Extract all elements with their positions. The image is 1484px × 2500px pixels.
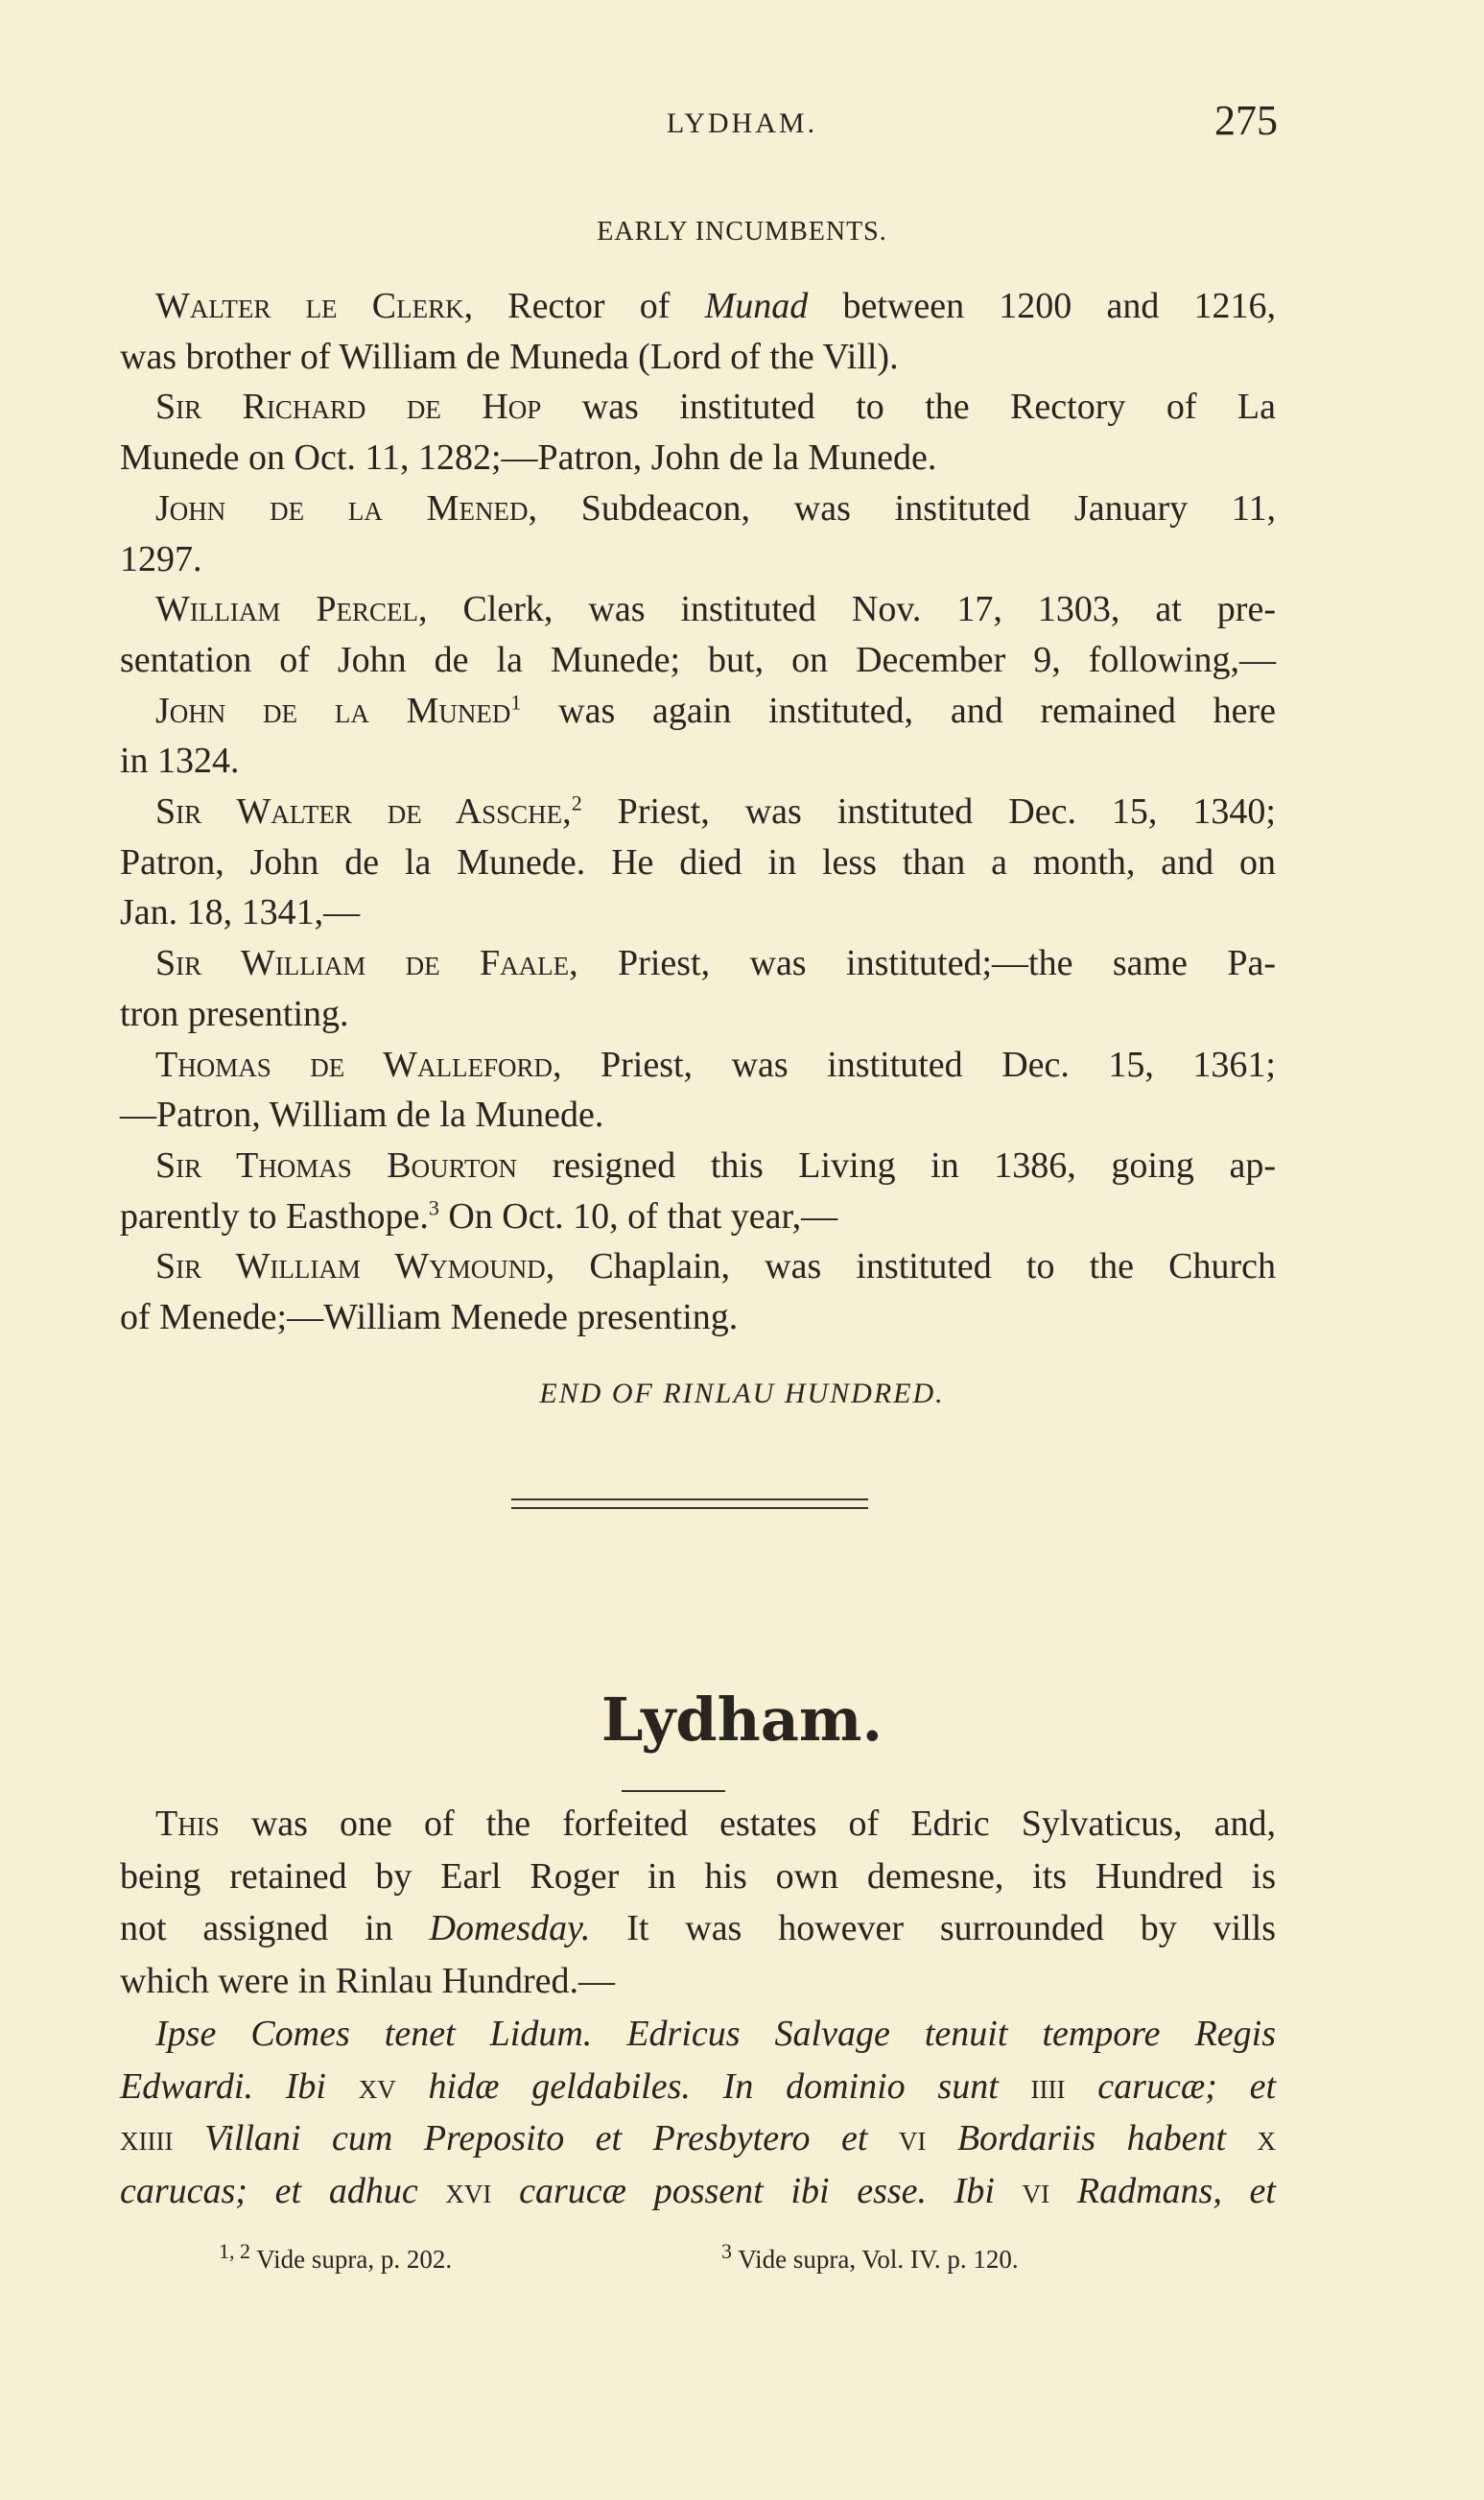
text-run: Patron, John de la Munede. He died in less than a month, and on <box>120 841 1276 883</box>
text-run: not assigned in <box>120 1908 430 1949</box>
text-line <box>120 1960 1276 2002</box>
text-run: between 1200 and 1216, <box>808 286 1277 326</box>
footnote <box>219 2239 453 2275</box>
text-line <box>155 1044 1276 1086</box>
section-title: Lydham. <box>601 1685 883 1755</box>
text-run: Clerk, was instituted Nov. 17, 1303, at pre- <box>427 589 1276 630</box>
text-run: Munede on Oct. 11, 1282;—Patron, John de la Munede. <box>120 437 937 479</box>
text-line <box>155 386 1276 428</box>
text-run: Bordariis habent <box>956 2118 1227 2159</box>
text-run: was again instituted, and remained here <box>521 690 1277 731</box>
text-line <box>120 1195 1276 1238</box>
text-line <box>120 538 1276 580</box>
running-title: LYDHAM. <box>666 107 818 139</box>
text-line <box>155 942 1276 984</box>
text-run: Rector of <box>473 286 705 326</box>
text-run: vi <box>867 2118 957 2159</box>
text-run: Edwardi. Ibi <box>120 2065 326 2107</box>
text-run: Ipse Comes tenet Lidum. Edricus Salvage tenuit tempore Regis <box>155 2013 1276 2054</box>
text-run: carucas; et adhuc <box>120 2170 418 2211</box>
text-line <box>120 639 1276 681</box>
text-line <box>120 2065 1276 2108</box>
text-run: John de la Mened, <box>155 487 537 529</box>
text-run: in 1324. <box>120 741 240 782</box>
text-run: iiii <box>998 2065 1098 2107</box>
text-run: On Oct. 10, of that year,— <box>438 1195 838 1237</box>
text-line <box>120 2170 1276 2212</box>
text-run: of Menede;—William Menede presenting. <box>120 1297 739 1337</box>
text-run: Villani cum Preposito et Presbytero et <box>203 2118 868 2159</box>
text-run: 1 <box>510 689 522 714</box>
text-line <box>120 891 1276 933</box>
text-line <box>155 690 1276 732</box>
text-run: Sir William de Faale, <box>155 943 578 984</box>
text-run: Subdeacon, was instituted January 11, <box>536 487 1276 529</box>
text-run: Domesday. <box>429 1908 591 1949</box>
text-run: was one of the forfeited estates of Edric Sylvaticus, and, <box>219 1804 1276 1844</box>
text-run: Thomas de Walleford, <box>155 1044 562 1085</box>
text-line <box>155 1803 1276 1845</box>
text-line <box>120 2117 1276 2159</box>
text-run: xv <box>325 2065 429 2107</box>
text-line <box>120 436 1276 479</box>
text-run: sentation of John de la Munede; but, on December 9, following,— <box>120 639 1276 680</box>
text-run: tron presenting. <box>120 993 349 1034</box>
text-run: was brother of William de Muneda (Lord of the Vill). <box>120 336 899 377</box>
text-run: carucæ possent ibi esse. Ibi <box>519 2170 995 2211</box>
text-line <box>120 993 1276 1035</box>
text-run: being retained by Earl Roger in his own demesne, its Hundred is <box>120 1855 1276 1897</box>
footnote-text: Vide supra, Vol. IV. p. 120. <box>738 2245 1019 2274</box>
text-run: carucæ; et <box>1097 2065 1277 2107</box>
text-run: Munad <box>704 286 809 326</box>
text-line <box>155 588 1276 630</box>
text-run: x <box>1226 2118 1277 2159</box>
text-run: Walter le Clerk, <box>155 286 474 326</box>
text-run: xiiii <box>120 2118 204 2159</box>
text-run: 2 <box>571 790 582 815</box>
text-run: Priest, was instituted Dec. 15, 1340; <box>581 791 1276 832</box>
text-run: Priest, was instituted Dec. 15, 1361; <box>561 1044 1276 1085</box>
text-line <box>120 740 1276 782</box>
double-rule-bottom <box>511 1507 868 1509</box>
text-run: resigned this Living in 1386, going ap- <box>517 1144 1276 1186</box>
text-run: Radmans, et <box>1076 2170 1276 2211</box>
footnote-mark: 3 <box>721 2239 732 2263</box>
end-note: END OF RINLAU HUNDRED. <box>539 1378 945 1409</box>
text-run: —Patron, William de la Munede. <box>120 1095 604 1136</box>
text-line <box>120 336 1276 378</box>
text-run: It was however surrounded by vills <box>590 1908 1276 1949</box>
text-line <box>120 1094 1276 1136</box>
text-run: Sir William Wymound, <box>155 1246 555 1287</box>
text-run: Sir Walter de Assche, <box>155 791 572 832</box>
text-run: This <box>155 1804 220 1844</box>
text-run: William Percel, <box>155 589 428 630</box>
text-line <box>120 1296 1276 1338</box>
text-line <box>155 1144 1276 1187</box>
text-run: xvi <box>417 2170 520 2211</box>
footnote-mark: 1, 2 <box>219 2239 250 2263</box>
double-rule-top <box>511 1498 868 1500</box>
text-line <box>120 1855 1276 1898</box>
text-line <box>155 1245 1276 1287</box>
page-number: 275 <box>1214 97 1278 144</box>
footnote-text: Vide supra, p. 202. <box>256 2245 453 2274</box>
text-run: vi <box>994 2170 1077 2211</box>
text-run: 3 <box>428 1194 439 1219</box>
text-run: Sir Richard de Hop <box>155 387 542 428</box>
title-rule <box>622 1790 725 1792</box>
text-run: which were in Rinlau Hundred.— <box>120 1961 616 2002</box>
text-line <box>155 2013 1276 2055</box>
text-run: was instituted to the Rectory of La <box>541 387 1277 428</box>
text-run: Sir Thomas Bourton <box>155 1144 518 1186</box>
text-line <box>120 841 1276 884</box>
footnote <box>721 2239 1019 2275</box>
text-run: Priest, was instituted;—the same Pa- <box>577 943 1276 984</box>
text-line <box>155 790 1276 833</box>
text-run: Jan. 18, 1341,— <box>120 892 361 933</box>
text-run: Chaplain, was instituted to the Church <box>554 1246 1276 1287</box>
text-line <box>155 285 1276 327</box>
text-run: John de la Muned <box>155 690 511 731</box>
section-heading: EARLY INCUMBENTS. <box>597 217 887 247</box>
text-run: parently to Easthope. <box>120 1195 429 1237</box>
text-line <box>155 487 1276 530</box>
text-line <box>120 1907 1276 1949</box>
text-run: hidæ geldabiles. In dominio sunt <box>428 2065 999 2107</box>
text-run: 1297. <box>120 538 202 579</box>
